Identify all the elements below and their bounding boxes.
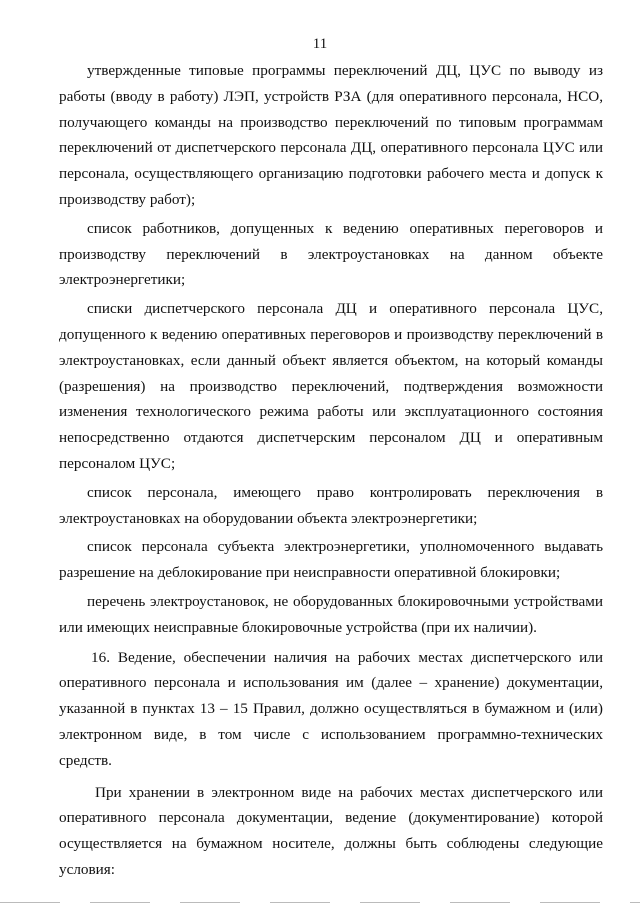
paragraph-control-staff-list: список персонала, имеющего право контролировать переключения в электроустановках на оборудовании объекта электроэнергетики; [59, 483, 603, 527]
document-body [59, 58, 603, 886]
paragraph-electronic-storage: При хранении в электронном виде на рабочих местах диспетчерского или оперативного персонала документации, ведение (документирование) которой осуществляется на бумажном носителе, должны быть соблюдены следующие условия: [59, 783, 603, 878]
paragraph-workers-list: список работников, допущенных к ведению оперативных переговоров и производству переключений в электроустановках на данном объекте электроэнергетики; [59, 219, 603, 289]
paragraph-typical-programs: утвержденные типовые программы переключений ДЦ, ЦУС по выводу из работы (вводу в работу) ЛЭП, устройств РЗА (для оперативного персонала, НСО, получающего команды на производство переключений по типовым программам переключений от диспетчерского персонала ДЦ, оперативного персонала ЦУС или персонала, осуществляющего организацию подготовки рабочего места и допуск к производству работ); [59, 62, 603, 208]
page-number: 11 [312, 36, 328, 52]
paragraph-section-16: 16. Ведение, обеспечении наличия на рабочих местах диспетчерского или оперативного персонала и использования им (далее – хранение) документации, указанной в пунктах 13 – 15 Правил, должно осуществляться в бумажном и (или) электронном виде, в том числе с использованием программно-технических средств. [59, 648, 603, 769]
paragraph-unblock-staff-list: список персонала субъекта электроэнергетики, уполномоченного выдавать разрешение на деблокирование при неисправности оперативной блокировки; [59, 538, 603, 582]
bottom-scan-edge [0, 902, 640, 903]
paragraph-dispatch-staff-lists: списки диспетчерского персонала ДЦ и оперативного персонала ЦУС, допущенного к ведению оперативных переговоров и производству переключений в электроустановках, если данный объект является объектом, на который команды (разрешения) на производство переключений, подтверждения возможности изменения технологического режима работы или эксплуатационного состояния непосредственно отдаются диспетчерским персоналом ДЦ и оперативным персоналом ЦУС; [59, 300, 603, 472]
paragraph-installations-list: перечень электроустановок, не оборудованных блокировочными устройствами или имеющих неисправные блокировочные устройства (при их наличии). [59, 592, 603, 636]
